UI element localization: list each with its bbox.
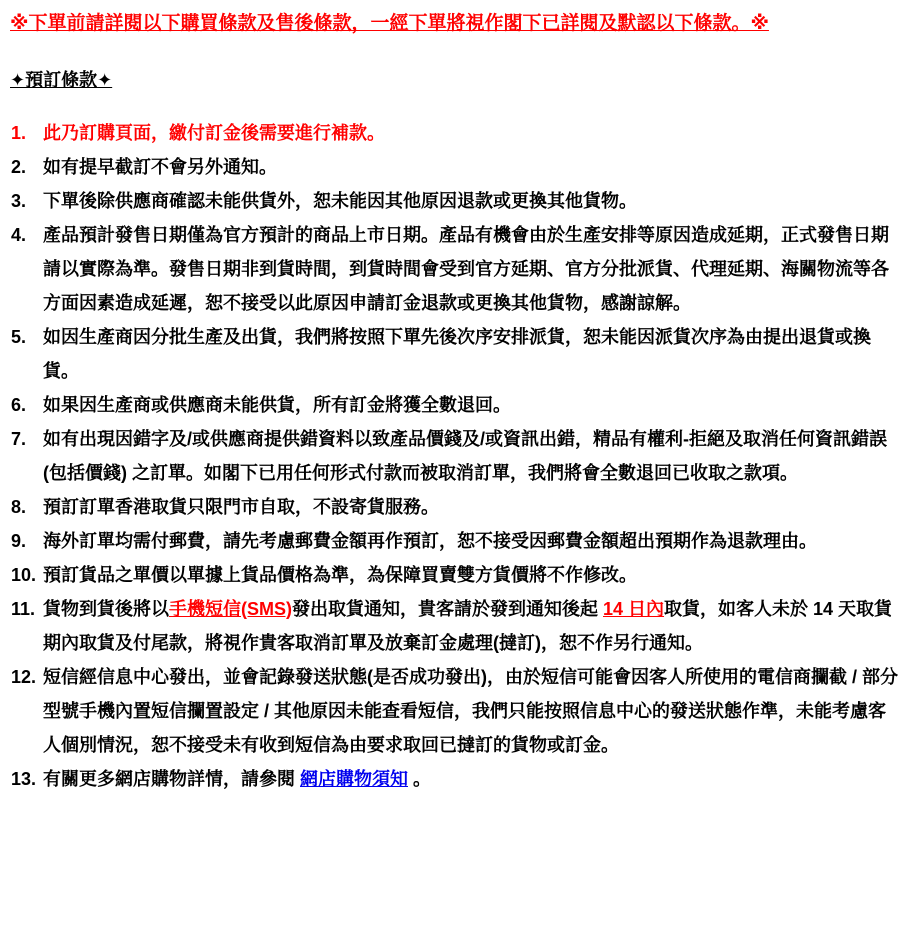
terms-item: [10, 150, 903, 184]
item-text: [43, 490, 903, 524]
text-segment: 如有提早截訂不會另外通知。: [43, 156, 277, 177]
terms-item: [10, 558, 903, 592]
item-text: [43, 524, 903, 558]
item-number: 7.: [11, 428, 27, 449]
item-text: [43, 184, 903, 218]
item-text: [43, 150, 903, 184]
text-segment: 。: [408, 768, 432, 789]
text-segment: 短信經信息中心發出，並會記錄發送狀態(是否成功發出)，由於短信可能會因客人所使用的電信商攔截 / 部分型號手機內置短信攔置設定 / 其他原因未能查看短信，我們只能按照信息中心的發送狀態作準，未能考慮客人個別情況，恕不接受未有收到短信為由要求取回已撻訂的貨物或訂金。: [43, 666, 898, 755]
item-number: 1.: [11, 122, 27, 143]
highlight-red-underline: 手機短信(SMS): [169, 598, 292, 619]
text-segment: 有關更多網店購物詳情，請參閱: [43, 768, 300, 789]
item-text: [43, 388, 903, 422]
item-text: [43, 116, 903, 150]
item-text: [43, 558, 903, 592]
text-segment: 產品預計發售日期僅為官方預計的商品上市日期。產品有機會由於生產安排等原因造成延期，正式發售日期請以實際為準。發售日期非到貨時間，到貨時間會受到官方延期、官方分批派貨、代理延期、海關物流等各方面因素造成延遲，恕不接受以此原因申請訂金退款或更換其他貨物，感謝諒解。: [43, 224, 889, 313]
item-text: [43, 660, 903, 762]
item-number: 9.: [11, 530, 27, 551]
terms-item: [10, 524, 903, 558]
text-segment: 此乃訂購頁面，繳付訂金後需要進行補款。: [43, 122, 385, 143]
text-segment: 預訂貨品之單價以單據上貨品價格為準，為保障買賣雙方貨價將不作修改。: [43, 564, 637, 585]
terms-item: [10, 388, 903, 422]
highlight-red-underline: 14 日內: [603, 598, 665, 619]
item-number: 4.: [11, 224, 27, 245]
item-text: [43, 320, 903, 388]
item-text: [43, 592, 903, 660]
text-segment: 預訂訂單香港取貨只限門市自取，不設寄貨服務。: [43, 496, 439, 517]
text-segment: 貨物到貨後將以: [43, 598, 169, 619]
item-text: [43, 422, 903, 490]
terms-item: [10, 762, 903, 796]
item-number: 3.: [11, 190, 27, 211]
terms-item: [10, 660, 903, 762]
item-number: 8.: [11, 496, 27, 517]
text-segment: 海外訂單均需付郵費，請先考慮郵費金額再作預訂，恕不接受因郵費金額超出預期作為退款理由。: [43, 530, 817, 551]
item-text: [43, 762, 903, 796]
terms-item: [10, 592, 903, 660]
item-number: 10.: [11, 564, 37, 585]
item-number: 11.: [11, 598, 36, 619]
item-number: 13.: [11, 768, 37, 789]
terms-item: [10, 320, 903, 388]
page-title: ※下單前請詳閱以下購買條款及售後條款，一經下單將視作閣下已詳閱及默認以下條款。※: [10, 13, 769, 34]
terms-item: [10, 490, 903, 524]
terms-item: [10, 218, 903, 320]
text-segment: 取貨，如客人未於 14 天取貨期內取貨及付尾款，將視作貴客取消訂單及放棄訂金處理(撻訂)，恕不作另行通知。: [43, 598, 893, 653]
item-number: 12.: [11, 666, 37, 687]
terms-list: [10, 116, 903, 796]
text-segment: 如有出現因錯字及/或供應商提供錯資料以致產品價錢及/或資訊出錯，精品有權利-拒絕及取消任何資訊錯誤(包括價錢) 之訂單。如閣下已用任何形式付款而被取消訂單，我們將會全數退回已收取之款項。: [43, 428, 887, 483]
text-segment: 如因生產商因分批生產及出貨，我們將按照下單先後次序安排派貨，恕未能因派貨次序為由提出退貨或換貨。: [43, 326, 871, 381]
item-number: 2.: [11, 156, 27, 177]
terms-item: [10, 422, 903, 490]
item-number: 5.: [11, 326, 27, 347]
text-segment: 下單後除供應商確認未能供貨外，恕未能因其他原因退款或更換其他貨物。: [43, 190, 637, 211]
terms-item: [10, 116, 903, 150]
item-number: 6.: [11, 394, 27, 415]
item-text: [43, 218, 903, 320]
section-heading: ✦預訂條款✦: [10, 69, 113, 90]
text-segment: 發出取貨通知，貴客請於發到通知後起: [292, 598, 603, 619]
shop-guide-link[interactable]: 網店購物須知: [300, 768, 408, 789]
text-segment: 如果因生產商或供應商未能供貨，所有訂金將獲全數退回。: [43, 394, 511, 415]
terms-item: [10, 184, 903, 218]
